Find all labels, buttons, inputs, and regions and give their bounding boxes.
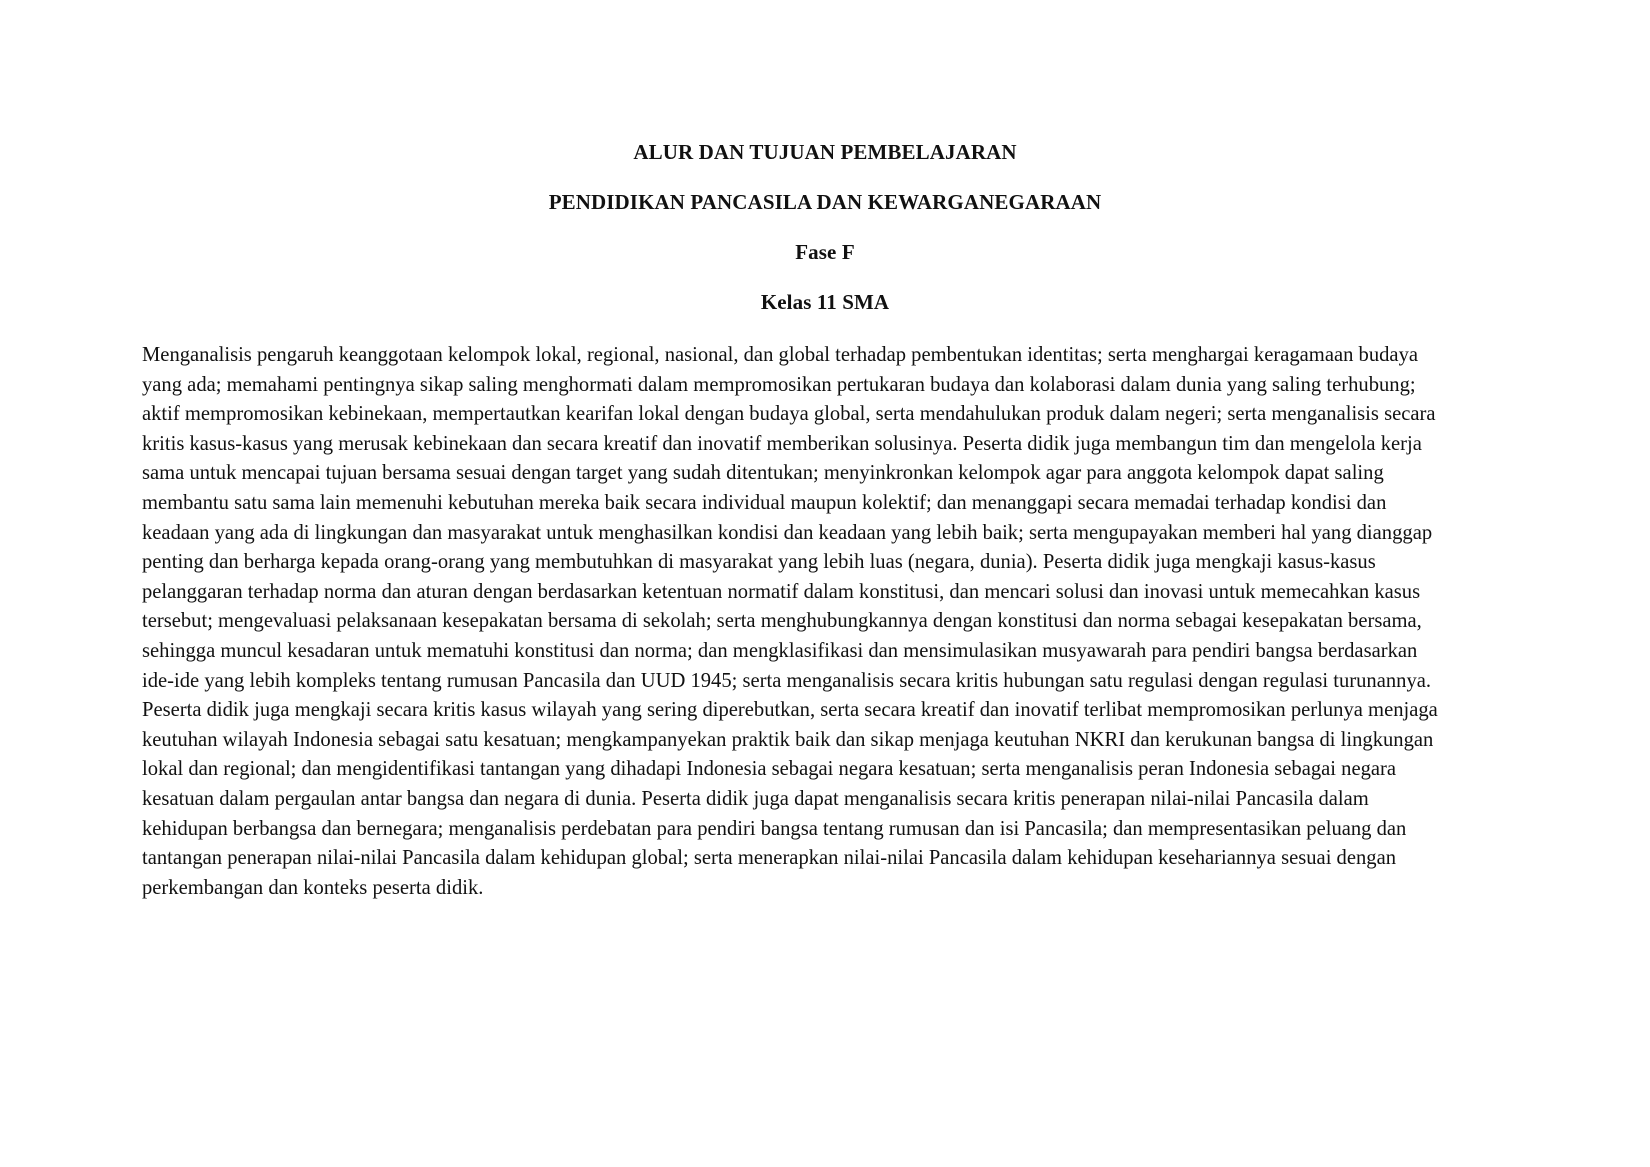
body-paragraph <box>142 341 1517 903</box>
paragraph-line: kehidupan berbangsa dan bernegara; menganalisis perdebatan para pendiri bangsa tentang rumusan dan isi Pancasila; dan mempresentasikan peluang dan <box>142 817 1407 840</box>
document-title: ALUR DAN TUJUAN PEMBELAJARAN <box>633 140 1017 164</box>
subject-heading: PENDIDIKAN PANCASILA DAN KEWARGANEGARAAN <box>548 190 1102 214</box>
paragraph-line: tantangan penerapan nilai-nilai Pancasila dalam kehidupan global; serta menerapkan nilai-nilai Pancasila dalam kehidupan kesehariannya sesuai dengan <box>142 847 1397 870</box>
paragraph-line: kritis kasus-kasus yang merusak kebinekaan dan secara kreatif dan inovatif memberikan solusinya. Peserta didik juga membangun tim dan mengelola kerja <box>142 432 1422 455</box>
paragraph-line: membantu satu sama lain memenuhi kebutuhan mereka baik secara individual maupun kolektif; dan menanggapi secara memadai terhadap kondisi dan <box>142 491 1387 514</box>
paragraph-line: aktif mempromosikan kebinekaan, mempertautkan kearifan lokal dengan budaya global, serta mendahulukan produk dalam negeri; serta menganalisis secara <box>142 403 1436 426</box>
paragraph-line: kesatuan dalam pergaulan antar bangsa dan negara di dunia. Peserta didik juga dapat menganalisis secara kritis penerapan nilai-nilai Pancasila dalam <box>142 787 1369 810</box>
heading-block <box>0 138 1650 338</box>
phase-heading: Fase F <box>795 240 855 264</box>
paragraph-line: tersebut; mengevaluasi pelaksanaan kesepakatan bersama di sekolah; serta menghubungkannya dengan konstitusi dan norma sebagai kesepakatan bersama, <box>142 610 1422 633</box>
paragraph-line: pelanggaran terhadap norma dan aturan dengan berdasarkan ketentuan normatif dalam konstitusi, dan mencari solusi dan inovasi untuk memecahkan kasus <box>142 580 1421 603</box>
paragraph-line: Peserta didik juga mengkaji secara kritis kasus wilayah yang sering diperebutkan, serta secara kreatif dan inovatif terlibat mempromosikan perlunya menjaga <box>142 699 1438 722</box>
paragraph-line: yang ada; memahami pentingnya sikap saling menghormati dalam mempromosikan pertukaran budaya dan kolaborasi dalam dunia yang saling terhubung; <box>142 373 1416 396</box>
paragraph-line: ide-ide yang lebih kompleks tentang rumusan Pancasila dan UUD 1945; serta menganalisis secara kritis hubungan satu regulasi dengan regulasi turunannya. <box>142 669 1432 692</box>
paragraph-line: lokal dan regional; dan mengidentifikasi tantangan yang dihadapi Indonesia sebagai negara kesatuan; serta menganalisis peran Indonesia sebagai negara <box>142 758 1397 781</box>
paragraph-line: keutuhan wilayah Indonesia sebagai satu kesatuan; mengkampanyekan praktik baik dan sikap menjaga keutuhan NKRI dan kerukunan bangsa di lingkungan <box>142 728 1434 751</box>
grade-heading: Kelas 11 SMA <box>760 290 890 314</box>
paragraph-line: sama untuk mencapai tujuan bersama sesuai dengan target yang sudah ditentukan; menyinkronkan kelompok agar para anggota kelompok dapat saling <box>142 462 1384 485</box>
paragraph-line: Menganalisis pengaruh keanggotaan kelompok lokal, regional, nasional, dan global terhadap pembentukan identitas; serta menghargai keragamaan budaya <box>142 344 1419 366</box>
paragraph-line: perkembangan dan konteks peserta didik. <box>142 876 484 899</box>
paragraph-line: penting dan berharga kepada orang-orang yang membutuhkan di masyarakat yang lebih luas (negara, dunia). Peserta didik juga mengkaji kasus-kasus <box>142 551 1376 574</box>
paragraph-line: keadaan yang ada di lingkungan dan masyarakat untuk menghasilkan kondisi dan keadaan yang lebih baik; serta mengupayakan memberi hal yang dianggap <box>142 521 1433 544</box>
paragraph-line: sehingga muncul kesadaran untuk mematuhi konstitusi dan norma; dan mengklasifikasi dan mensimulasikan musyawarah para pendiri bangsa berdasarkan <box>142 639 1418 662</box>
